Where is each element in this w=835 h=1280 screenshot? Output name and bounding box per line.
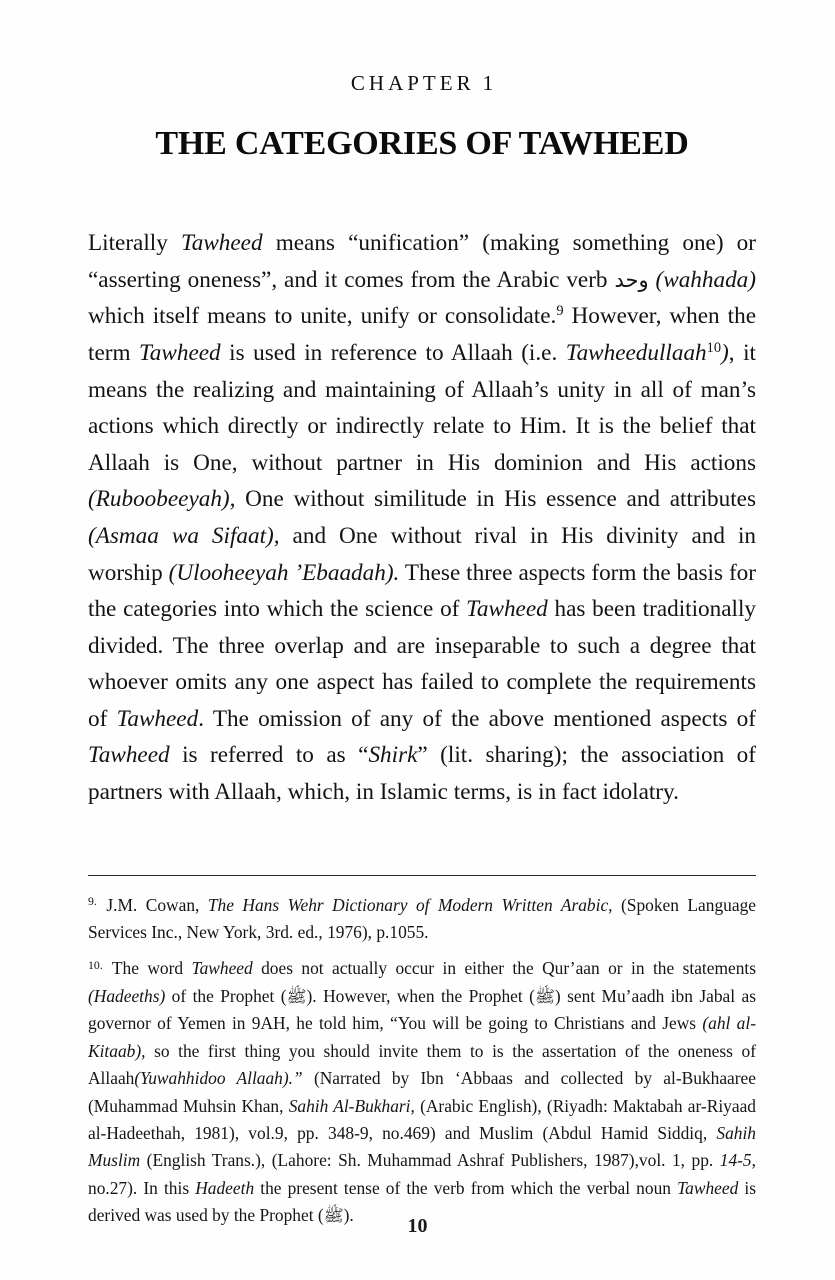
- footnote-seg: so the first thing you should invite them to is the assertation of the oneness of Allaah: [88, 1040, 756, 1089]
- term-tawheed: Tawheed: [180, 230, 263, 257]
- footnote-seg: (Spoken Language Services Inc., New York, 3rd. ed., 1976), p.1055.: [88, 894, 756, 943]
- body-seg: is used in reference to Allaah (i.e.: [220, 339, 566, 366]
- footnote-9: [88, 892, 756, 947]
- term-tawheed: Tawheed: [191, 958, 253, 979]
- footnote-seg: (Narrated by Ibn ‘Abbaas and collected by al-Bukhaaree (Muhammad Muhsin Khan,: [88, 1068, 756, 1116]
- body-seg: means “unification” (making something one) or “asserting oneness”, and it comes from the Arabic verb: [88, 230, 756, 293]
- body-seg: and One without rival in His divinity and in worship: [88, 522, 756, 586]
- footnote-separator-rule: [88, 875, 756, 876]
- footnote-seg: the present tense of the verb from which the verbal noun: [254, 1177, 678, 1198]
- footnote-seg: , no.27). In this: [88, 1150, 756, 1198]
- footnote-seg: does not actually occur in either the Qur’aan or in the statements: [252, 958, 757, 979]
- body-seg: However, when the term: [88, 303, 757, 366]
- page-number: 10: [407, 1215, 428, 1237]
- body-seg: ): [721, 339, 729, 366]
- body-seg: One without similitude in His essence and attributes: [235, 486, 756, 513]
- footnote-seg: ). However, when the Prophet (: [306, 985, 535, 1006]
- body-seg: . The omission of any of the above mentioned aspects of: [198, 705, 756, 732]
- footnote-seg: of the Prophet (: [165, 985, 287, 1006]
- footnote-seg: (Arabic English), (Riyadh: Maktabah ar-Riyaad al-Hadeethah, 1981), vol.9, pp. 348-9, no.469) and Muslim (Abdul Hamid Siddiq,: [88, 1095, 756, 1143]
- body-seg: Literally: [88, 230, 181, 257]
- term-yuwahhidoo-allaah: (Yuwahhidoo Allaah).”: [134, 1068, 303, 1089]
- arabic-word-wahhada: وحد: [614, 267, 649, 292]
- footnote-seg: is derived was used by the Prophet (: [88, 1177, 756, 1226]
- body-seg: ” (lit. sharing); the association of partners with Allaah, which, in Islamic terms, is in fact idolatry.: [88, 742, 756, 806]
- footnotes-section: [88, 892, 756, 1230]
- footnote-seg: ).: [343, 1205, 354, 1226]
- term-ahl-al-kitaab: (ahl al-Kitaab),: [88, 1013, 756, 1061]
- footnote-marker: 9.: [88, 893, 97, 908]
- footnote-ref-10: 10: [706, 340, 722, 357]
- chapter-number: 1: [482, 71, 494, 95]
- body-seg: which itself means to unite, unify or consolidate.: [88, 303, 557, 330]
- term-tawheed: Tawheed: [88, 742, 170, 769]
- footnote-seg: ) sent Mu’aadh ibn Jabal as governor of Yemen in 9AH, he told him, “You will be going to Christians and Jews: [88, 985, 756, 1034]
- book-title-hans-wehr: The Hans Wehr Dictionary of Modern Written Arabic,: [207, 894, 613, 915]
- footnote-ref-9: 9: [556, 303, 564, 320]
- body-seg: , it means the realizing and maintaining of Allaah’s unity in all of man’s actions which directly or indirectly relate to Him. It is the belief that Allaah is One, without partner in His dominion and His actions: [88, 339, 756, 476]
- body-seg: is referred to as “: [169, 742, 369, 769]
- body-seg: [649, 267, 656, 293]
- term-tawheed: Tawheed: [466, 596, 548, 623]
- term-tawheedullaah: Tawheedullaah: [565, 339, 707, 366]
- page-content-column: [88, 0, 756, 1239]
- term-hadeeths: (Hadeeths): [88, 985, 166, 1006]
- body-paragraph: [88, 225, 756, 811]
- footnote-seg: The word: [103, 958, 192, 979]
- term-ruboobeeyah: (Ruboobeeyah),: [88, 486, 236, 513]
- term-tawheed: Tawheed: [116, 705, 199, 732]
- footnote-10: [88, 955, 756, 1229]
- sallallahu-alayhi-wasallam-icon: ﷺ: [534, 986, 555, 1006]
- term-shirk: Shirk: [368, 742, 418, 769]
- term-tawheed: Tawheed: [139, 339, 221, 366]
- page-range: 14-5: [719, 1150, 752, 1171]
- book-title-sahih-al-bukhari: Sahih Al-Bukhari,: [288, 1095, 415, 1116]
- book-title-sahih-muslim: Sahih Muslim: [88, 1122, 756, 1171]
- sallallahu-alayhi-wasallam-icon: ﷺ: [286, 986, 307, 1006]
- term-tawheed: Tawheed: [677, 1177, 739, 1198]
- term-ulooheeyah-ebaadah: (Ulooheeyah ’Ebaadah).: [168, 559, 400, 586]
- body-seg: These three aspects form the basis for the categories into which the science of: [88, 559, 757, 623]
- body-text: [88, 225, 756, 811]
- chapter-label: [88, 72, 756, 95]
- footnote-seg: (English Trans.), (Lahore: Sh. Muhammad Ashraf Publishers, 1987),vol. 1, pp.: [140, 1150, 720, 1171]
- term-wahhada: (wahhada): [655, 266, 756, 293]
- body-seg: has been traditionally divided. The three overlap and are inseparable to such a degree that whoever omits any one aspect has failed to complete the requirements of: [88, 596, 756, 732]
- chapter-label-text: CHAPTER: [350, 71, 475, 95]
- sallallahu-alayhi-wasallam-icon: ﷺ: [323, 1206, 344, 1226]
- footnote-marker: 10.: [88, 957, 103, 972]
- term-asmaa-wa-sifaat: (Asmaa wa Sifaat),: [88, 522, 280, 549]
- term-hadeeth: Hadeeth: [195, 1177, 255, 1198]
- footnote-seg: J.M. Cowan,: [97, 894, 208, 915]
- page-title: THE CATEGORIES OF TAWHEED: [155, 125, 689, 163]
